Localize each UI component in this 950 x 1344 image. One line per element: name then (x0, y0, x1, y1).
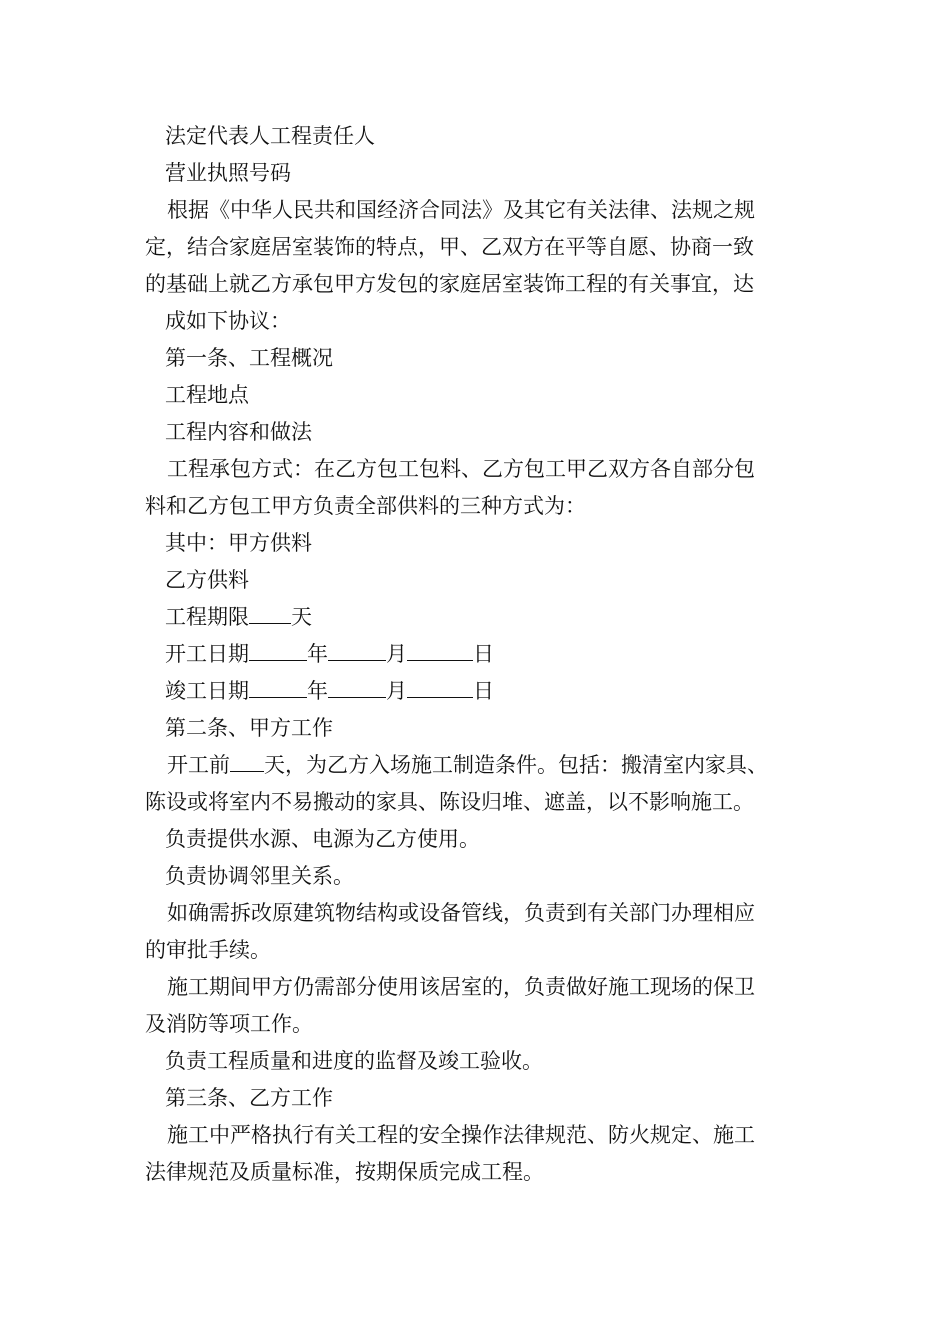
text-line: 乙方供料 (165, 568, 249, 592)
day-label: 日 (473, 642, 494, 666)
text-line: 第一条、工程概况 (165, 346, 333, 370)
article-one-heading (145, 340, 810, 377)
legal-representative-line (145, 118, 810, 155)
project-content-line (145, 414, 810, 451)
text-line (145, 636, 810, 673)
duration-label: 工程期限 (165, 605, 249, 629)
duration-unit: 天 (291, 605, 312, 629)
year-blank (249, 640, 307, 661)
project-location-line (145, 377, 810, 414)
water-power-line (145, 821, 810, 858)
year-label: 年 (307, 679, 328, 703)
party-a-supply-line (145, 525, 810, 562)
text-line: 营业执照号码 (165, 161, 291, 185)
month-blank (328, 677, 386, 698)
article-two-heading (145, 710, 810, 747)
text-line: 工程地点 (165, 383, 249, 407)
pre-construction-label: 开工前 (167, 753, 230, 777)
text-line: 成如下协议： (165, 309, 291, 333)
year-label: 年 (307, 642, 328, 666)
site-security-paragraph (145, 969, 810, 1043)
article-three-heading (145, 1080, 810, 1117)
completion-date-label: 竣工日期 (165, 679, 249, 703)
text-line: 施工中严格执行有关工程的安全操作法律规范、防火规定、施工 (167, 1123, 755, 1147)
text-line: 第二条、甲方工作 (165, 716, 333, 740)
document-body (145, 118, 810, 1191)
text-line: 的基础上就乙方承包甲方发包的家庭居室装饰工程的有关事宜，达 (145, 272, 754, 296)
neighbor-relations-line (145, 858, 810, 895)
preamble-paragraph (145, 192, 810, 303)
quality-supervision-line (145, 1043, 810, 1080)
text-line: 负责提供水源、电源为乙方使用。 (165, 827, 480, 851)
text-line: 法律规范及质量标准，按期保质完成工程。 (145, 1160, 544, 1184)
text-line: 工程承包方式：在乙方包工包料、乙方包工甲乙双方各自部分包 (167, 457, 755, 481)
agreement-intro-line (145, 303, 810, 340)
text-line: 负责工程质量和进度的监督及竣工验收。 (165, 1049, 543, 1073)
structure-change-paragraph (145, 895, 810, 969)
text-line: 及消防等项工作。 (145, 1012, 313, 1036)
text-line: 其中：甲方供料 (165, 531, 312, 555)
completion-date-line (145, 673, 810, 710)
text-line: 根据《中华人民共和国经济合同法》及其它有关法律、法规之规 (167, 198, 755, 222)
month-blank (328, 640, 386, 661)
day-blank (407, 677, 473, 698)
business-license-line (145, 155, 810, 192)
pre-construction-paragraph (145, 747, 810, 821)
start-date-label: 开工日期 (165, 642, 249, 666)
days-blank (230, 751, 264, 772)
project-duration-line (145, 599, 810, 636)
month-label: 月 (386, 642, 407, 666)
text-line (145, 599, 810, 636)
text-line: 负责协调邻里关系。 (165, 864, 354, 888)
text-line: 定，结合家庭居室装饰的特点，甲、乙双方在平等自愿、协商一致 (145, 235, 754, 259)
text-line: 施工期间甲方仍需部分使用该居室的，负责做好施工现场的保卫 (167, 975, 755, 999)
text-line: 法定代表人工程责任人 (165, 124, 375, 148)
day-label: 日 (473, 679, 494, 703)
pre-construction-text: 天，为乙方入场施工制造条件。包括：搬清室内家具、 (264, 753, 768, 777)
duration-blank (249, 603, 291, 624)
text-line: 如确需拆改原建筑物结构或设备管线，负责到有关部门办理相应 (167, 901, 755, 925)
day-blank (407, 640, 473, 661)
safety-standards-paragraph (145, 1117, 810, 1191)
text-line: 工程内容和做法 (165, 420, 312, 444)
contract-method-paragraph (145, 451, 810, 525)
text-line: 的审批手续。 (145, 938, 271, 962)
text-line (145, 673, 810, 710)
start-date-line (145, 636, 810, 673)
party-b-supply-line (145, 562, 810, 599)
text-line (145, 747, 810, 784)
text-line: 陈设或将室内不易搬动的家具、陈设归堆、遮盖，以不影响施工。 (145, 790, 754, 814)
text-line: 料和乙方包工甲方负责全部供料的三种方式为： (145, 494, 586, 518)
text-line: 第三条、乙方工作 (165, 1086, 333, 1110)
year-blank (249, 677, 307, 698)
month-label: 月 (386, 679, 407, 703)
